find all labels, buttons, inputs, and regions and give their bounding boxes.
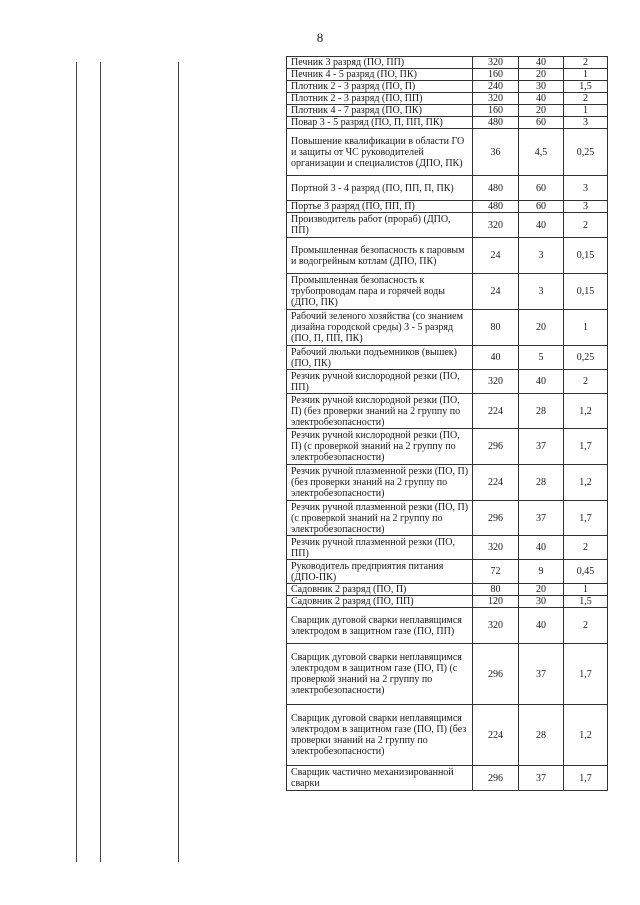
row-months: 1,2	[564, 465, 608, 501]
table-row	[287, 429, 608, 465]
page-number: 8	[316, 30, 324, 45]
row-name: Производитель работ (прораб) (ДПО, ПП)	[287, 213, 473, 238]
row-days: 30	[519, 81, 564, 93]
row-days: 28	[519, 465, 564, 501]
table-row	[287, 501, 608, 536]
row-months: 1,7	[564, 429, 608, 465]
row-months: 2	[564, 213, 608, 238]
row-name: Сварщик дуговой сварки неплавящимся электродом в защитном газе (ПО, П) (с проверкой знаний на 2 группу по электробезопасности)	[287, 644, 473, 705]
row-days: 40	[519, 57, 564, 69]
row-days: 28	[519, 705, 564, 766]
row-months: 0,15	[564, 238, 608, 274]
row-hours: 320	[473, 536, 519, 560]
row-name: Рабочий зеленого хозяйства (со знанием дизайна городской среды) 3 - 5 разряд (ПО, П, ПП, ПК)	[287, 310, 473, 346]
row-hours: 224	[473, 394, 519, 429]
row-months: 1,2	[564, 394, 608, 429]
row-days: 37	[519, 644, 564, 705]
table-row	[287, 213, 608, 238]
row-hours: 72	[473, 560, 519, 584]
row-months: 1,5	[564, 596, 608, 608]
row-name: Садовник 2 разряд (ПО, П)	[287, 584, 473, 596]
table-row	[287, 274, 608, 310]
row-name: Плотник 4 - 7 разряд (ПО, ПК)	[287, 105, 473, 117]
table-row	[287, 201, 608, 213]
courses-table	[286, 56, 608, 791]
row-days: 40	[519, 93, 564, 105]
row-months: 2	[564, 370, 608, 394]
table-row	[287, 394, 608, 429]
row-days: 20	[519, 310, 564, 346]
row-hours: 296	[473, 644, 519, 705]
row-months: 3	[564, 201, 608, 213]
row-hours: 480	[473, 117, 519, 129]
row-name: Повар 3 - 5 разряд (ПО, П, ПП, ПК)	[287, 117, 473, 129]
row-days: 37	[519, 429, 564, 465]
row-days: 5	[519, 346, 564, 370]
row-days: 20	[519, 584, 564, 596]
row-hours: 224	[473, 705, 519, 766]
table-row	[287, 176, 608, 201]
row-months: 1,7	[564, 766, 608, 791]
row-months: 1,7	[564, 501, 608, 536]
row-hours: 480	[473, 201, 519, 213]
row-hours: 120	[473, 596, 519, 608]
row-months: 3	[564, 117, 608, 129]
table-row	[287, 117, 608, 129]
table-row	[287, 584, 608, 596]
row-name: Повышение квалификации в области ГО и защиты от ЧС руководителей организации и специалистов (ДПО, ПК)	[287, 129, 473, 176]
row-hours: 160	[473, 69, 519, 81]
row-name: Резчик ручной плазменной резки (ПО, ПП)	[287, 536, 473, 560]
row-months: 1	[564, 105, 608, 117]
row-name: Резчик ручной плазменной резки (ПО, П) (без проверки знаний на 2 группу по электробезопасности)	[287, 465, 473, 501]
row-months: 2	[564, 57, 608, 69]
row-days: 3	[519, 238, 564, 274]
row-hours: 80	[473, 310, 519, 346]
row-name: Плотник 2 - 3 разряд (ПО, П)	[287, 81, 473, 93]
row-hours: 224	[473, 465, 519, 501]
row-name: Резчик ручной кислородной резки (ПО, ПП)	[287, 370, 473, 394]
table-row	[287, 57, 608, 69]
row-days: 28	[519, 394, 564, 429]
row-days: 37	[519, 501, 564, 536]
table-row	[287, 766, 608, 791]
table-row	[287, 310, 608, 346]
row-hours: 24	[473, 274, 519, 310]
row-months: 1,7	[564, 644, 608, 705]
row-hours: 296	[473, 501, 519, 536]
left-column-line-3	[178, 62, 179, 862]
row-name: Печник 3 разряд (ПО, ПП)	[287, 57, 473, 69]
row-hours: 320	[473, 57, 519, 69]
row-hours: 80	[473, 584, 519, 596]
row-months: 1,5	[564, 81, 608, 93]
table-row	[287, 560, 608, 584]
row-months: 1	[564, 584, 608, 596]
row-name: Сварщик дуговой сварки неплавящимся электродом в защитном газе (ПО, П) (без проверки знаний на 2 группу по электробезопасности)	[287, 705, 473, 766]
row-name: Руководитель предприятия питания (ДПО-ПК)	[287, 560, 473, 584]
row-name: Промышленная безопасность к паровым и водогрейным котлам (ДПО, ПК)	[287, 238, 473, 274]
table-row	[287, 705, 608, 766]
row-hours: 320	[473, 93, 519, 105]
row-days: 37	[519, 766, 564, 791]
row-name: Плотник 2 - 3 разряд (ПО, ПП)	[287, 93, 473, 105]
row-months: 2	[564, 93, 608, 105]
row-name: Сварщик частично механизированной сварки	[287, 766, 473, 791]
table-row	[287, 644, 608, 705]
row-hours: 24	[473, 238, 519, 274]
table-row	[287, 81, 608, 93]
row-days: 30	[519, 596, 564, 608]
row-hours: 320	[473, 213, 519, 238]
row-days: 40	[519, 536, 564, 560]
table-row	[287, 105, 608, 117]
table-row	[287, 69, 608, 81]
table-row	[287, 346, 608, 370]
row-days: 4,5	[519, 129, 564, 176]
row-hours: 240	[473, 81, 519, 93]
table-row	[287, 129, 608, 176]
table-row	[287, 536, 608, 560]
row-hours: 160	[473, 105, 519, 117]
row-days: 9	[519, 560, 564, 584]
row-hours: 36	[473, 129, 519, 176]
row-name: Резчик ручной плазменной резки (ПО, П) (с проверкой знаний на 2 группу по электробезопасности)	[287, 501, 473, 536]
table-row	[287, 608, 608, 644]
row-days: 40	[519, 213, 564, 238]
row-name: Резчик ручной кислородной резки (ПО, П) (с проверкой знаний на 2 группу по электробезопасности)	[287, 429, 473, 465]
table-row	[287, 465, 608, 501]
row-name: Сварщик дуговой сварки неплавящимся электродом в защитном газе (ПО, ПП)	[287, 608, 473, 644]
table-row	[287, 596, 608, 608]
row-days: 60	[519, 117, 564, 129]
row-hours: 40	[473, 346, 519, 370]
row-months: 1	[564, 69, 608, 81]
row-hours: 320	[473, 370, 519, 394]
row-days: 3	[519, 274, 564, 310]
left-column-line-1	[76, 62, 77, 862]
row-hours: 320	[473, 608, 519, 644]
row-name: Рабочий люльки подъемников (вышек) (ПО, ПК)	[287, 346, 473, 370]
row-name: Портье 3 разряд (ПО, ПП, П)	[287, 201, 473, 213]
left-column-line-2	[100, 62, 101, 862]
row-name: Резчик ручной кислородной резки (ПО, П) (без проверки знаний на 2 группу по электробезопасности)	[287, 394, 473, 429]
row-months: 3	[564, 176, 608, 201]
row-name: Печник 4 - 5 разряд (ПО, ПК)	[287, 69, 473, 81]
table-row	[287, 370, 608, 394]
row-months: 0,45	[564, 560, 608, 584]
row-days: 20	[519, 105, 564, 117]
row-days: 60	[519, 201, 564, 213]
row-months: 0,25	[564, 346, 608, 370]
row-months: 2	[564, 536, 608, 560]
row-hours: 296	[473, 766, 519, 791]
row-months: 0,25	[564, 129, 608, 176]
row-months: 1,2	[564, 705, 608, 766]
row-days: 40	[519, 608, 564, 644]
row-months: 2	[564, 608, 608, 644]
row-months: 0,15	[564, 274, 608, 310]
table-row	[287, 93, 608, 105]
row-days: 60	[519, 176, 564, 201]
row-days: 20	[519, 69, 564, 81]
row-hours: 480	[473, 176, 519, 201]
row-name: Садовник 2 разряд (ПО, ПП)	[287, 596, 473, 608]
row-name: Портной 3 - 4 разряд (ПО, ПП, П, ПК)	[287, 176, 473, 201]
row-name: Промышленная безопасность к трубопроводам пара и горячей воды (ДПО, ПК)	[287, 274, 473, 310]
row-months: 1	[564, 310, 608, 346]
table-row	[287, 238, 608, 274]
row-hours: 296	[473, 429, 519, 465]
row-days: 40	[519, 370, 564, 394]
